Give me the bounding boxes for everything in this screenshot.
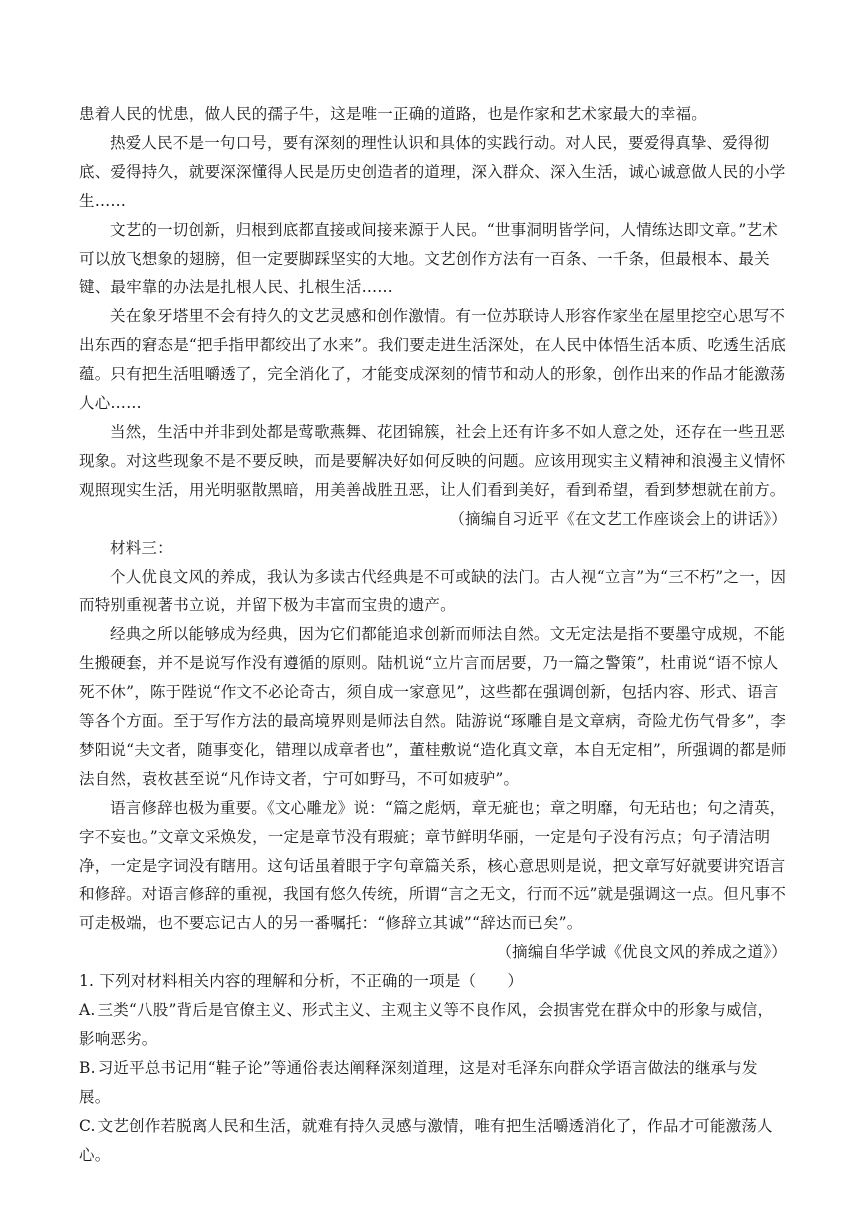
material-label: 材料三： bbox=[110, 538, 173, 557]
paragraph: 患着人民的忧患，做人民的孺子牛，这是唯一正确的道路，也是作家和艺术家最大的幸福。 bbox=[79, 105, 708, 123]
option-text: 习近平总书记用“鞋子论”等通俗表达阐释深刻道理，这是对毛泽东向群众学语言做法的继承与发展。 bbox=[79, 1058, 758, 1106]
paragraph: 关在象牙塔里不会有持久的文艺灵感和创作激情。有一位苏联诗人形容作家坐在屋里挖空心思写不出东西的窘态是“把手指甲都绞出了水来”。我们要走进生活深处，在人民中体悟生活本质、吃透生活底蕴。只有把生活咀嚼透了，完全消化了，才能变成深刻的情节和动人的形象，创作出来的作品才能激荡人心…… bbox=[79, 307, 787, 413]
document-body bbox=[79, 100, 787, 1170]
paragraph: 当然，生活中并非到处都是莺歌燕舞、花团锦簇，社会上还有许多不如人意之处，还存在一些丑恶现象。对这些现象不是不要反映，而是要解决好如何反映的问题。应该用现实主义精神和浪漫主义情怀观照现实生活，用光明驱散黑暗，用美善战胜丑恶，让人们看到美好，看到希望，看到梦想就在前方。 bbox=[79, 422, 786, 499]
option-a bbox=[79, 996, 787, 1054]
source-citation: （摘编自华学诚《优良文风的养成之道》） bbox=[496, 943, 787, 962]
question-one bbox=[79, 967, 787, 1169]
paragraph: 个人优良文风的养成，我认为多读古代经典是不可或缺的法门。古人视“立言”为“三不朽”之一，因而特别重视著书立说，并留下极为丰富而宝贵的遗产。 bbox=[79, 567, 787, 615]
option-b bbox=[79, 1054, 787, 1112]
option-key: B. bbox=[79, 1058, 96, 1077]
paragraph: 语言修辞也极为重要。《文心雕龙》说：“篇之彪炳，章无疵也；章之明靡，句无玷也；句之清英，字不妄也。”文章文采焕发，一定是章节没有瑕疵；章节鲜明华丽，一定是句子没有污点；句子清洁明净，一定是字词没有瞎用。这句话虽着眼于字句章篇关系，核心意思则是说，把文章写好就要讲究语言和修辞。对语言修辞的重视，我国有悠久传统，所谓“言之无文，行而不远”就是强调这一点。但凡事不可走极端，也不要忘记古人的另一番嘱托：“修辞立其诚”“辞达而已矣”。 bbox=[79, 798, 787, 933]
option-key: C. bbox=[79, 1116, 96, 1135]
paragraph: 经典之所以能够成为经典，因为它们都能追求创新而师法自然。文无定法是指不要墨守成规，不能生搬硬套，并不是说写作没有遵循的原则。陆机说“立片言而居要，乃一篇之警策”，杜甫说“语不惊人死不休”，陈于陛说“作文不必论奇古，须自成一家意见”，这些都在强调创新，包括内容、形式、语言等各个方面。至于写作方法的最高境界则是师法自然。陆游说“琢雕自是文章病，奇险尤伤气骨多”，李梦阳说“夫文者，随事变化，错理以成章者也”，董桂敷说“造化真文章，本自无定相”，所强调的都是师法自然，袁枚甚至说“凡作诗文者，宁可如野马，不可如疲驴”。 bbox=[79, 625, 787, 788]
option-text: 三类“八股”背后是官僚主义、形式主义、主观主义等不良作风，会损害党在群众中的形象与威信，影响恶劣。 bbox=[79, 1001, 774, 1048]
material-two-section bbox=[79, 100, 787, 534]
source-citation: （摘编自习近平《在文艺工作座谈会上的讲话》） bbox=[449, 509, 787, 528]
paragraph: 热爱人民不是一句口号，要有深刻的理性认识和具体的实践行动。对人民，要爱得真挚、爱得彻底、爱得持久，就要深深懂得人民是历史创造者的道理，深入群众、深入生活，诚心诚意做人民的小学生…… bbox=[79, 133, 786, 210]
option-c bbox=[79, 1112, 787, 1170]
paragraph: 文艺的一切创新，归根到底都直接或间接来源于人民。“世事洞明皆学问，人情练达即文章。”艺术可以放飞想象的翅膀，但一定要脚踩坚实的大地。文艺创作方法有一百条、一千条，但最根本、最关键、最牢靠的办法是扎根人民、扎根生活…… bbox=[79, 220, 778, 297]
option-text: 文艺创作若脱离人民和生活，就难有持久灵感与激情，唯有把生活嚼透消化了，作品才可能激荡人心。 bbox=[79, 1116, 773, 1164]
question-stem: 1. 下列对材料相关内容的理解和分析，不正确的一项是（ ） bbox=[79, 972, 524, 991]
material-three-section bbox=[79, 534, 787, 968]
option-key: A. bbox=[79, 1001, 96, 1020]
